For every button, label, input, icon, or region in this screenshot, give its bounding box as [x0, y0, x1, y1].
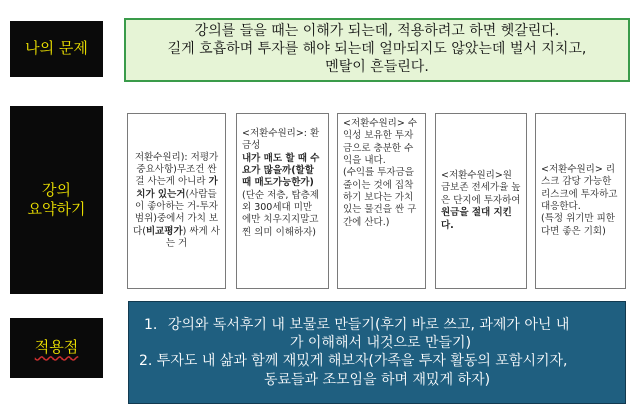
my-problem-label-text: 나의 문제 [25, 39, 88, 58]
card-4-part-2: 원금을 절대 지킨다. [441, 207, 512, 231]
problem-line-1: 강의를 들을 때는 이해가 되는데, 적용하려고 하면 헷갈린다. [194, 23, 560, 39]
application-item-2-line-1: 2. 투자도 내 삶과 함께 재밌게 해보자(가족을 투자 활동의 포함시키자, [139, 353, 568, 370]
application-box [128, 301, 626, 404]
card-3-part-2: (수익를 투자금을 줄이는 것에 집착 하기 보다는 가치 있는 물건을 싼 구간에 산다.) [343, 167, 417, 228]
summary-card-4 [435, 113, 527, 289]
card-2-part-3: (단순 저층, 탑층제외 300세대 미만 에만 치우지지말고 찐 의미 이해하자) [242, 189, 320, 238]
card-4-part-1: <저환수원리>원금보존 전세가율 높은 단지에 투자하여 [441, 170, 521, 206]
application-item-1 [139, 316, 615, 352]
application-label-text: 적용점 [34, 338, 79, 357]
application-item-1-line-2: 가 이해해서 내것으로 만들기) [289, 335, 472, 352]
lecture-summary-label-line2: 요약하기 [27, 200, 86, 218]
card-1-part-5: ) 싸게 사는 거 [165, 225, 220, 250]
card-1-part-2: 가치가 있는거 [136, 176, 218, 200]
card-2-part-2: 내가 매도 할 때 수요가 많을까(할할 때 매도가능한가) [242, 152, 320, 189]
card-5-part-2: (특정 위기만 피한다면 좋은 기회) [541, 213, 615, 237]
card-3-part-1: <저환수원리> 수익성 보유한 투자금으로 충분한 수익을 내다. [343, 118, 418, 167]
card-2-part-1: <저환수원리>: 환금성 [242, 128, 320, 152]
lecture-summary-label [10, 106, 103, 294]
card-5-text [541, 164, 620, 238]
my-problem-label [10, 21, 103, 77]
summary-card-1 [127, 113, 226, 289]
card-1-part-3: (사람들이 좋아하는 거-투자 범위)중에서 가치 보다( [133, 188, 219, 237]
card-4-text [441, 170, 521, 232]
problem-line-3: 멘탈이 흔들린다. [325, 58, 429, 75]
application-item-1-number: 1. [144, 317, 158, 333]
problem-line-2: 길게 호흡하며 투자를 해야 되는데 얼마되지도 않았는데 벌서 지치고, [167, 40, 587, 57]
application-item-2-line-2: 동료들과 조모임을 하며 재밌게 하자) [263, 371, 491, 388]
application-label [10, 318, 103, 378]
card-3-text [343, 118, 420, 229]
summary-card-2 [236, 113, 329, 289]
card-2-text [242, 118, 323, 239]
card-1-part-4: 비교평가 [145, 225, 183, 237]
summary-card-3 [337, 113, 426, 289]
problem-statement-box [124, 18, 630, 82]
card-5-part-1: <저환수원리> 리스크 감당 가능한 리스크에 투자하고 대응한다. [541, 163, 618, 212]
card-1-part-1: 저환수원리): 저평가 중요사항)무조건 싼 걸 사는게 아니라 [134, 151, 219, 188]
application-item-1-line-1: 강의와 독서후기 내 보물로 만들기(후기 바로 쓰고, 과제가 아닌 내 [167, 317, 570, 333]
summary-card-5 [535, 113, 626, 289]
lecture-summary-label-line1: 강의 [42, 180, 71, 199]
card-1-text [133, 152, 220, 251]
application-item-2 [139, 352, 615, 388]
